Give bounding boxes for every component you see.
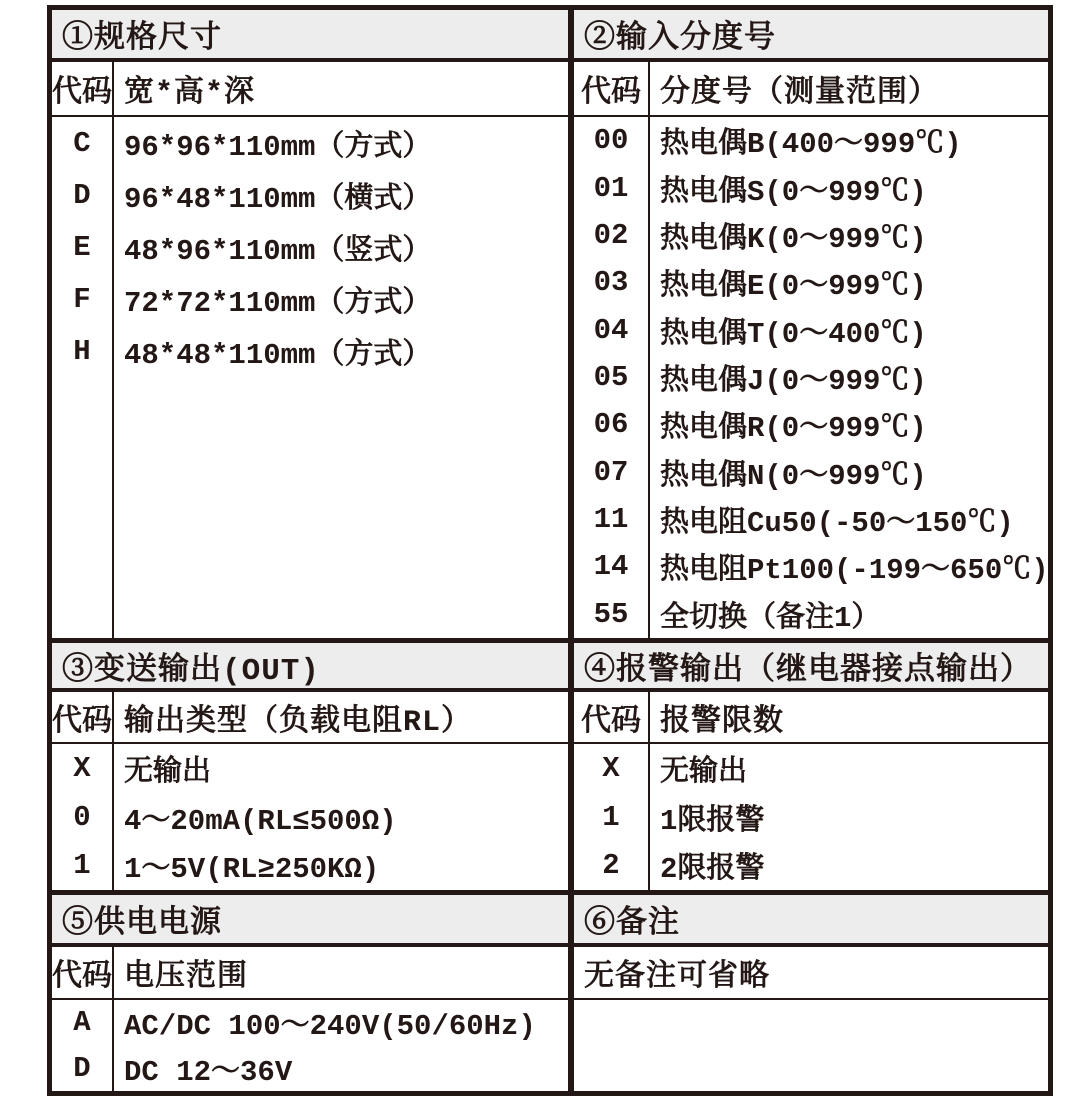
- code-cell: 03: [593, 266, 629, 300]
- code-column: [574, 744, 650, 890]
- code-cell: X: [602, 751, 620, 785]
- code-cell: A: [73, 1006, 91, 1040]
- code-column: [52, 117, 114, 638]
- desc-cell: 全切换（备注1）: [660, 601, 881, 635]
- code-cell: X: [73, 751, 91, 785]
- code-cell: 07: [593, 455, 629, 489]
- code-cell: D: [73, 1051, 91, 1085]
- desc-cell: 热电偶K(0～999℃): [660, 222, 927, 256]
- remarks-empty-cell: [574, 1000, 1048, 1091]
- rows-power: [52, 1000, 568, 1091]
- desc-cell: 热电阻Pt100(-199～650℃): [660, 554, 1049, 588]
- section-input-range: [568, 10, 1048, 638]
- section-remarks: [568, 895, 1048, 1091]
- column-header-alarm-limits: 报警限数: [660, 705, 784, 740]
- desc-column: [650, 117, 1048, 638]
- section-title-input-range: ②输入分度号: [574, 10, 1048, 62]
- section-alarm-output: [568, 643, 1048, 890]
- column-header-code: 代码: [52, 692, 114, 742]
- desc-column: [650, 744, 1048, 890]
- desc-cell: 无输出: [124, 755, 212, 789]
- desc-column: [114, 1000, 568, 1091]
- code-cell: 55: [593, 597, 629, 631]
- code-cell: 14: [593, 550, 629, 584]
- code-cell: F: [73, 282, 91, 316]
- desc-cell: 1～5V(RL≥250KΩ): [124, 853, 380, 887]
- band-bottom: [52, 895, 1048, 1091]
- rows-transmission: [52, 744, 568, 890]
- column-headers-alarm: [574, 692, 1048, 744]
- rows-alarm: [574, 744, 1048, 890]
- column-header-output-type: 输出类型（负载电阻RL）: [124, 705, 473, 740]
- code-cell: E: [73, 230, 91, 264]
- rows-dimensions: [52, 117, 568, 638]
- code-cell: 2: [602, 849, 620, 883]
- desc-cell: 热电偶E(0～999℃): [660, 270, 927, 304]
- desc-cell: 1限报警: [660, 804, 765, 838]
- code-cell: 00: [593, 124, 629, 158]
- section-transmission-output: [52, 643, 568, 890]
- desc-cell: 无输出: [660, 755, 748, 789]
- code-cell: 01: [593, 171, 629, 205]
- column-header-code: 代码: [574, 62, 650, 115]
- band-middle: [52, 643, 1048, 895]
- desc-cell: 热电偶R(0～999℃): [660, 412, 927, 446]
- desc-cell: 4～20mA(RL≤500Ω): [124, 804, 397, 838]
- code-cell: 06: [593, 408, 629, 442]
- column-headers-power: [52, 947, 568, 1000]
- section-title-alarm-output: ④报警输出（继电器接点输出）: [574, 643, 1048, 692]
- column-headers-dimensions: [52, 62, 568, 117]
- section-dimensions: [52, 10, 568, 638]
- column-headers-transmission: [52, 692, 568, 744]
- code-cell: 02: [593, 218, 629, 252]
- rows-input-range: [574, 117, 1048, 638]
- desc-column: [114, 117, 568, 638]
- column-header-code: 代码: [52, 947, 114, 998]
- desc-cell: 热电偶N(0～999℃): [660, 459, 927, 493]
- section-title-power-supply: ⑤供电电源: [52, 895, 568, 947]
- section-title-dimensions: ①规格尺寸: [52, 10, 568, 62]
- desc-cell: 2限报警: [660, 853, 765, 887]
- code-cell: 04: [593, 313, 629, 347]
- code-cell: 1: [73, 849, 91, 883]
- desc-cell: 热电偶J(0～999℃): [660, 364, 927, 398]
- desc-cell: 72*72*110mm（方式）: [124, 286, 432, 320]
- code-cell: H: [73, 334, 91, 368]
- column-header-size: 宽*高*深: [124, 77, 256, 111]
- column-header-code: 代码: [52, 62, 114, 115]
- section-title-remarks: ⑥备注: [574, 895, 1048, 947]
- code-cell: 1: [602, 800, 620, 834]
- desc-cell: DC 12～36V: [124, 1055, 293, 1089]
- desc-cell: AC/DC 100～240V(50/60Hz): [124, 1010, 536, 1044]
- section-power-supply: [52, 895, 568, 1091]
- code-column: [52, 1000, 114, 1091]
- code-cell: 05: [593, 360, 629, 394]
- section-title-transmission-output: ③变送输出(OUT): [52, 643, 568, 692]
- column-header-range: 分度号（测量范围）: [660, 77, 939, 111]
- desc-cell: 48*48*110mm（方式）: [124, 338, 432, 372]
- ordering-code-table: [47, 5, 1053, 1096]
- desc-cell: 96*96*110mm（方式）: [124, 130, 432, 164]
- desc-cell: 96*48*110mm（横式）: [124, 182, 432, 216]
- code-cell: D: [73, 178, 91, 212]
- band-top: [52, 10, 1048, 643]
- code-cell: C: [73, 126, 91, 160]
- column-headers-input-range: [574, 62, 1048, 117]
- code-column: [52, 744, 114, 890]
- remarks-note: 无备注可省略: [574, 947, 1048, 1000]
- desc-cell: 热电偶S(0～999℃): [660, 175, 927, 209]
- desc-cell: 48*96*110mm（竖式）: [124, 234, 432, 268]
- column-header-voltage-range: 电压范围: [124, 961, 248, 995]
- desc-cell: 热电阻Cu50(-50～150℃): [660, 507, 1014, 541]
- column-header-code: 代码: [574, 692, 650, 742]
- code-cell: 0: [73, 800, 91, 834]
- desc-cell: 热电偶T(0～400℃): [660, 317, 927, 351]
- code-column: [574, 117, 650, 638]
- code-cell: 11: [593, 503, 629, 537]
- desc-column: [114, 744, 568, 890]
- desc-cell: 热电偶B(400～999℃): [660, 128, 962, 162]
